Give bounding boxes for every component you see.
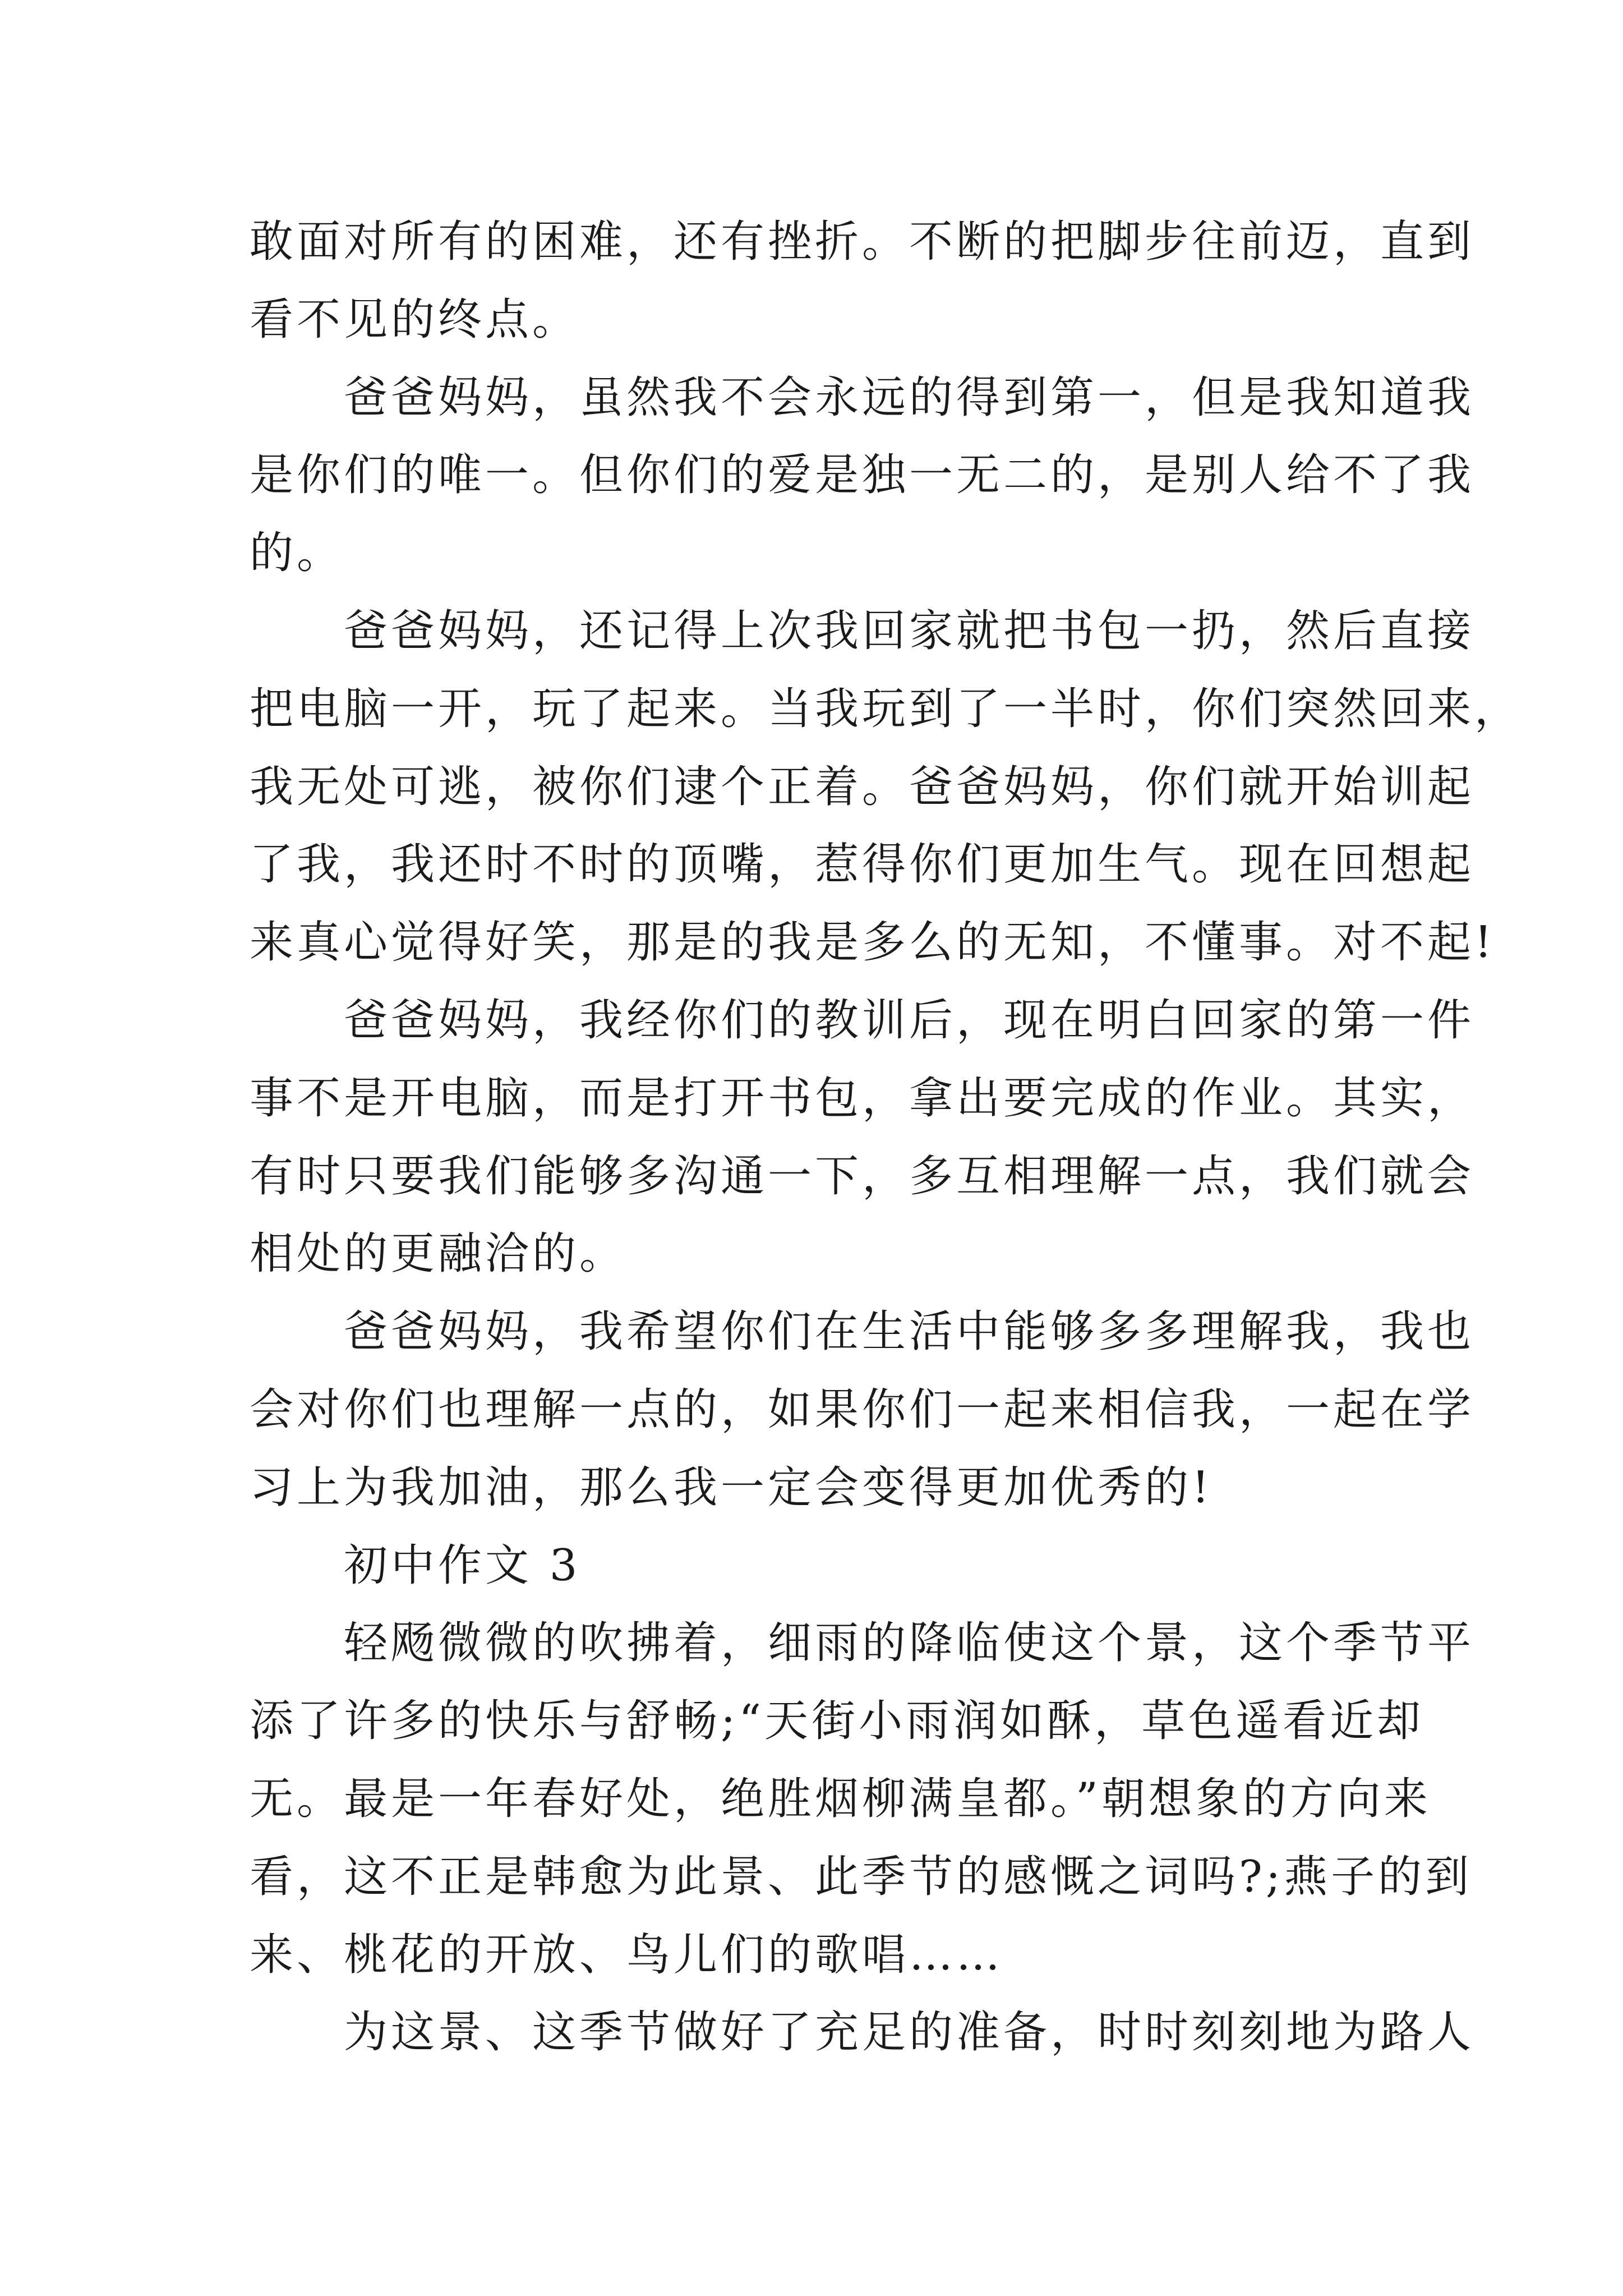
text-line: 看不见的终点。 [250,294,580,345]
text-line: 添了许多的快乐与舒畅;“天街小雨润如酥，草色遥看近却 [250,1696,1424,1747]
text-line: 敢面对所有的困难，还有挫折。不断的把脚步往前迈，直到 [250,217,1475,267]
body-text [250,203,1522,2072]
section-heading: 初中作文 3 [250,1540,581,1591]
text-line: 爸爸妈妈，还记得上次我回家就把书包一扔，然后直接 [250,605,1475,656]
text-line: 习上为我加油，那么我一定会变得更加优秀的! [250,1462,1213,1513]
text-line: 相处的更融洽的。 [250,1228,627,1280]
text-line: 事不是开电脑，而是打开书包，拿出要完成的作业。其实， [250,1073,1475,1124]
text-line: 会对你们也理解一点的，如果你们一起来相信我，一起在学 [250,1384,1475,1435]
text-line: 看，这不正是韩愈为此景、此季节的感慨之词吗?;燕子的到 [250,1851,1473,1902]
text-line: 爸爸妈妈，我希望你们在生活中能够多多理解我，我也 [250,1306,1475,1358]
text-line: 轻飏微微的吹拂着，细雨的降临使这个景，这个季节平 [250,1618,1475,1669]
text-line: 是你们的唯一。但你们的爱是独一无二的，是别人给不了我 [250,450,1475,501]
text-line: 来真心觉得好笑，那是的我是多么的无知，不懂事。对不起! [250,917,1496,968]
text-line: 无。最是一年春好处，绝胜烟柳满皇都。”朝想象的方向来 [250,1773,1431,1824]
text-line: 了我，我还时不时的顶嘴，惹得你们更加生气。现在回想起 [250,839,1475,890]
text-line: 我无处可逃，被你们逮个正着。爸爸妈妈，你们就开始训起 [250,761,1475,812]
text-line: 有时只要我们能够多沟通一下，多互相理解一点，我们就会 [250,1151,1475,1202]
text-line: 为这景、这季节做好了充足的准备，时时刻刻地为路人 [250,2007,1475,2058]
text-line: 的。 [250,528,344,579]
text-line: 爸爸妈妈，虽然我不会永远的得到第一，但是我知道我 [250,372,1475,423]
text-line: 爸爸妈妈，我经你们的教训后，现在明白回家的第一件 [250,995,1475,1046]
text-line: 来、桃花的开放、鸟儿们的歌唱…… [250,1929,1004,1980]
text-line: 把电脑一开，玩了起来。当我玩到了一半时，你们突然回来， [250,683,1522,734]
